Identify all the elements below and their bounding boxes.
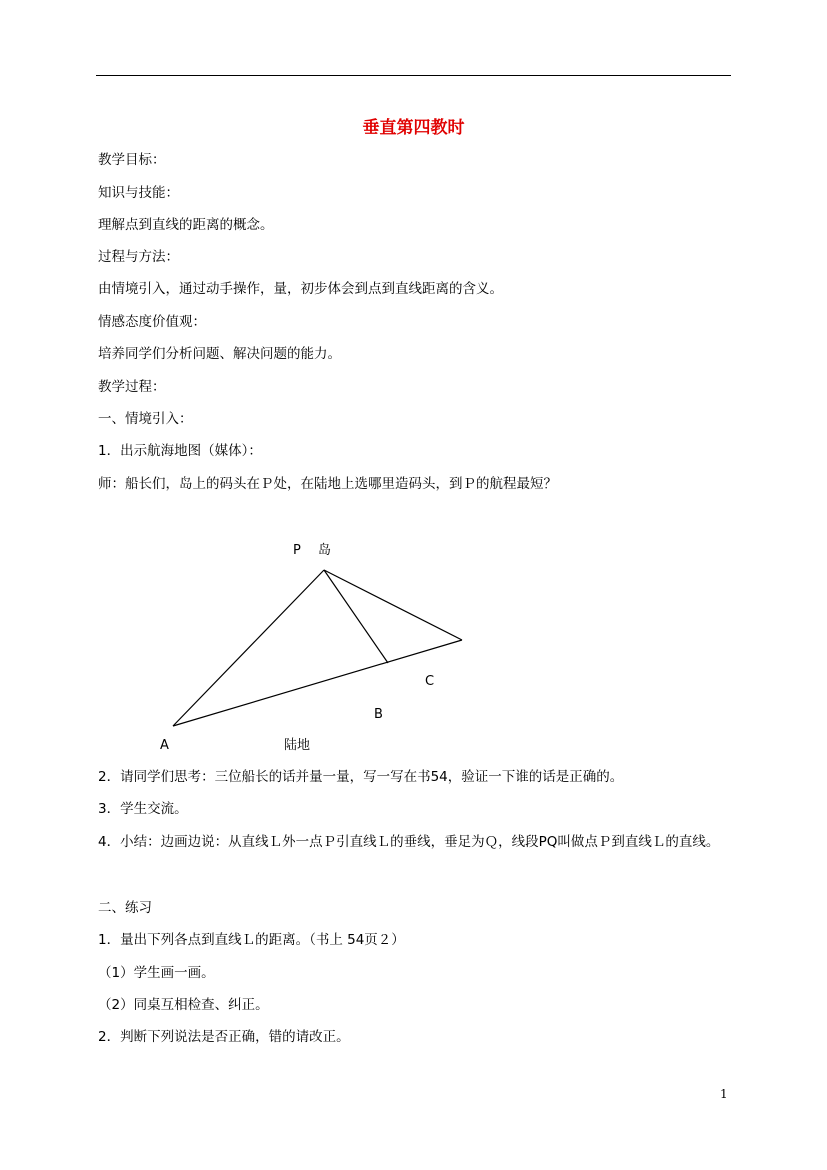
segment-pa bbox=[173, 570, 324, 726]
text-line: 教学过程： bbox=[98, 379, 166, 395]
text-line: （1）学生画一画。 bbox=[98, 965, 215, 981]
text-line: 1．出示航海地图（媒体）： bbox=[98, 443, 262, 459]
text-line: 二、练习 bbox=[98, 900, 152, 916]
segment-pc bbox=[324, 570, 462, 640]
segment-ac bbox=[173, 640, 462, 726]
text-line: 理解点到直线的距离的概念。 bbox=[98, 217, 274, 233]
label-b: B bbox=[374, 707, 383, 722]
segment-pb bbox=[324, 570, 388, 663]
triangle-diagram bbox=[140, 530, 500, 760]
text-line: 1．量出下列各点到直线Ｌ的距离。（书上 54页２） bbox=[98, 932, 405, 948]
text-line: 情感态度价值观： bbox=[98, 314, 206, 330]
page-title: 垂直第四教时 bbox=[362, 118, 465, 138]
label-island: 岛 bbox=[318, 543, 332, 558]
header-rule bbox=[96, 75, 731, 76]
text-line: 2．判断下列说法是否正确，错的请改正。 bbox=[98, 1029, 350, 1045]
label-land: 陆地 bbox=[284, 738, 311, 753]
text-line: 培养同学们分析问题、解决问题的能力。 bbox=[98, 346, 341, 362]
label-c: C bbox=[425, 674, 435, 689]
text-line: 知识与技能： bbox=[98, 185, 179, 201]
label-a: A bbox=[160, 738, 169, 753]
text-line: 教学目标： bbox=[98, 152, 166, 168]
page-number: 1 bbox=[720, 1087, 728, 1101]
text-line: 一、情境引入： bbox=[98, 411, 193, 427]
text-line: 过程与方法： bbox=[98, 249, 179, 265]
text-line: 3．学生交流。 bbox=[98, 801, 188, 817]
text-paragraph: 4．小结：边画边说：从直线Ｌ外一点Ｐ引直线Ｌ的垂线，垂足为Ｑ，线段PQ叫做点Ｐ到直线Ｌ的直线。 bbox=[98, 834, 720, 850]
text-line: （2）同桌互相检查、纠正。 bbox=[98, 997, 269, 1013]
text-line: 2．请同学们思考：三位船长的话并量一量，写一写在书54，验证一下谁的话是正确的。 bbox=[98, 769, 624, 785]
label-p: P bbox=[293, 543, 301, 558]
sea-map-figure bbox=[140, 530, 500, 760]
text-line: 由情境引入，通过动手操作，量，初步体会到点到直线距离的含义。 bbox=[98, 281, 503, 297]
text-line: 师：船长们，岛上的码头在Ｐ处，在陆地上选哪里造码头，到Ｐ的航程最短？ bbox=[98, 476, 557, 492]
